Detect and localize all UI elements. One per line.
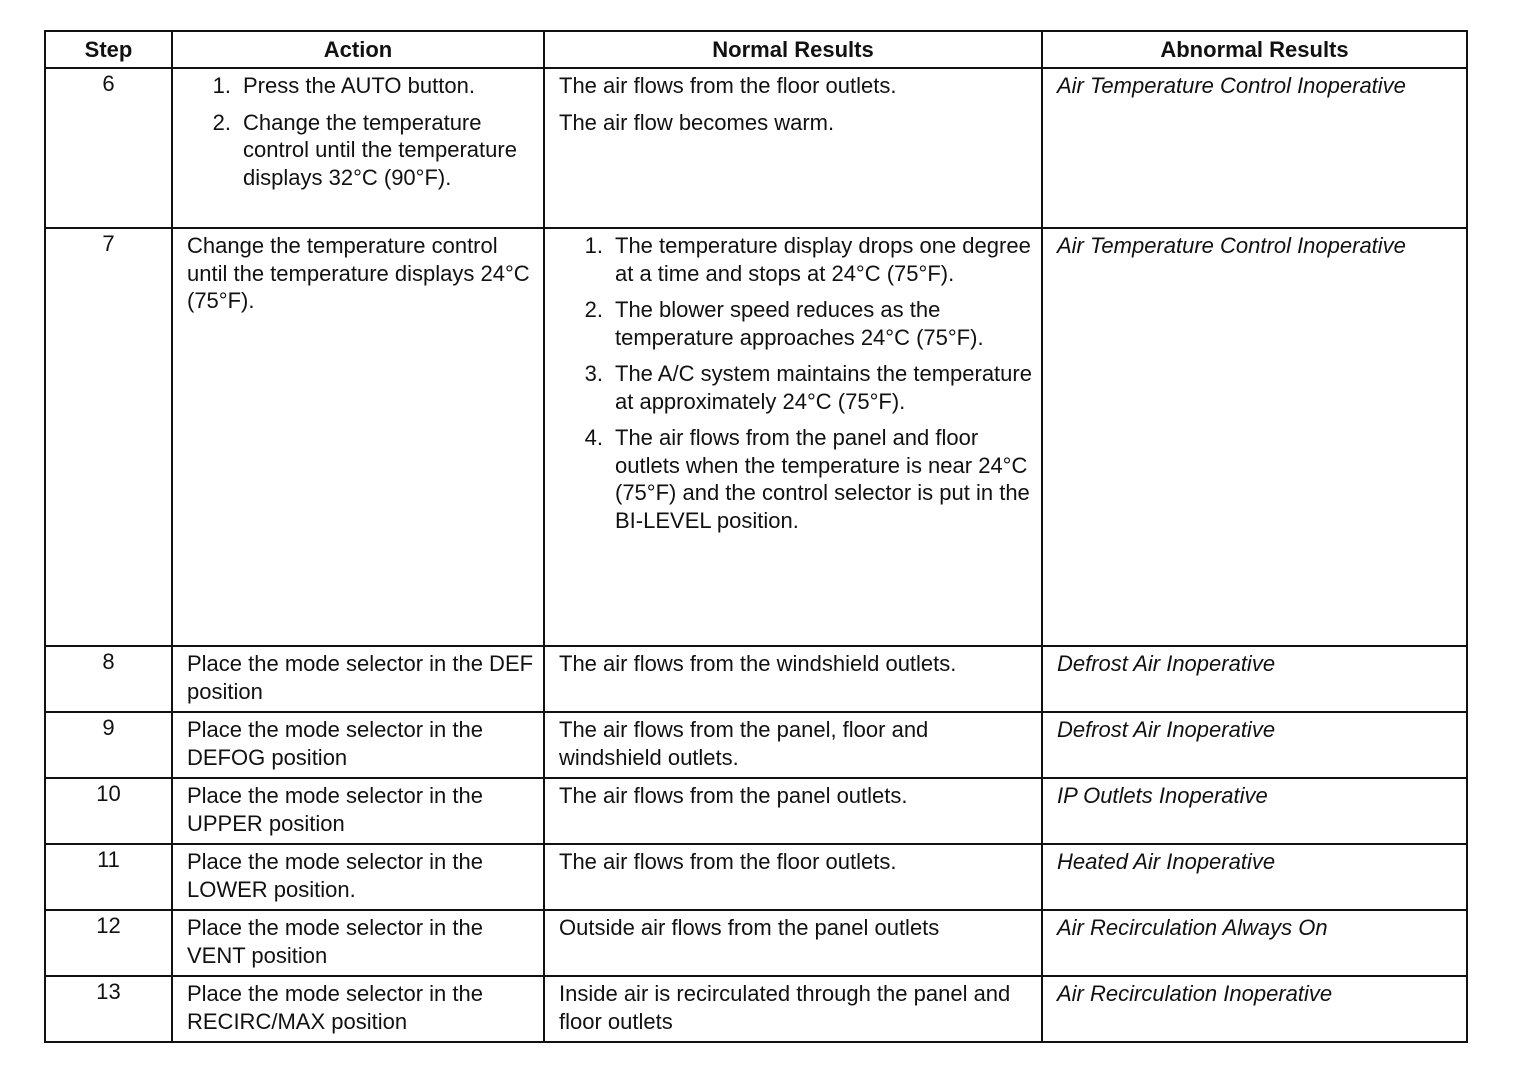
action-text: Change the temperature control until the temperature displays 32°C (90°F). [243,109,517,190]
action-text: Place the mode selector in the DEFOG position [187,717,483,770]
action-cell [172,228,544,646]
normal-result-text: The temperature display drops one degree at a time and stops at 24°C (75°F). [615,233,1031,286]
step-number: 11 [45,844,172,910]
table-row [45,910,1467,976]
normal-results-cell [544,844,1042,910]
abnormal-results-cell: Heated Air Inoperative [1042,844,1467,910]
action-cell [172,844,544,910]
item-number: 4. [584,425,603,450]
table-row [45,844,1467,910]
normal-result-text: The A/C system maintains the temperature at approximately 24°C (75°F). [615,361,1032,414]
action-text: Place the mode selector in the UPPER position [187,783,483,836]
normal-result-text: Inside air is recirculated through the panel and floor outlets [559,981,1011,1034]
normal-result-item-list [559,232,1033,534]
table-row [45,646,1467,712]
table-row [45,976,1467,1042]
normal-result-text: The blower speed reduces as the temperature approaches 24°C (75°F). [615,297,984,350]
action-text: Place the mode selector in the RECIRC/MAX position [187,981,483,1034]
normal-result-text: The air flows from the panel and floor outlets when the temperature is near 24°C (75°F) and the control selector is put in the BI-LEVEL position. [615,425,1030,533]
action-cell [172,68,544,228]
header-row [45,31,1467,68]
table-row [45,778,1467,844]
abnormal-results-cell: Air Temperature Control Inoperative [1042,68,1467,228]
action-text: Press the AUTO button. [243,73,475,98]
normal-results-cell [544,778,1042,844]
action-text: Change the temperature control until the temperature displays 24°C (75°F). [187,233,530,313]
table-row [45,712,1467,778]
normal-result-text: The air flows from the windshield outlets. [559,651,957,676]
table-row [45,68,1467,228]
abnormal-results-cell: Air Recirculation Inoperative [1042,976,1467,1042]
normal-results-cell [544,68,1042,228]
action-item-list [187,72,535,191]
normal-results-cell [544,910,1042,976]
action-cell [172,910,544,976]
header-step: Step [45,31,172,68]
normal-results-cell [544,646,1042,712]
normal-result-text: The air flows from the panel, floor and windshield outlets. [559,717,929,770]
normal-result-item [559,296,1033,351]
header-normal-results: Normal Results [544,31,1042,68]
header-action: Action [172,31,544,68]
action-text: Place the mode selector in the VENT position [187,915,483,968]
normal-result-text: Outside air flows from the panel outlets [559,915,940,940]
abnormal-results-cell: Air Temperature Control Inoperative [1042,228,1467,646]
step-number: 7 [45,228,172,646]
step-number: 6 [45,68,172,228]
item-number: 1. [212,73,231,98]
normal-result-text: The air flow becomes warm. [559,109,835,135]
header-abnormal-results: Abnormal Results [1042,31,1467,68]
normal-results-cell [544,712,1042,778]
step-number: 9 [45,712,172,778]
table-body [45,68,1467,1042]
item-number: 3. [584,361,603,386]
item-number: 2. [212,109,231,135]
abnormal-results-cell: IP Outlets Inoperative [1042,778,1467,844]
abnormal-results-cell: Air Recirculation Always On [1042,910,1467,976]
normal-result-item [559,424,1033,534]
normal-result-text: The air flows from the panel outlets. [559,783,908,808]
normal-result-text: The air flows from the floor outlets. [559,849,897,874]
table-row [45,228,1467,646]
action-cell [172,712,544,778]
action-cell [172,976,544,1042]
diagnostic-table [44,30,1468,1043]
normal-result-item [559,360,1033,415]
action-item [187,109,535,192]
action-cell [172,646,544,712]
item-number: 2. [584,297,603,322]
step-number: 10 [45,778,172,844]
step-number: 8 [45,646,172,712]
action-text: Place the mode selector in the DEF position [187,651,534,704]
normal-results-cell [544,228,1042,646]
step-number: 12 [45,910,172,976]
action-text: Place the mode selector in the LOWER position. [187,849,483,902]
action-item [187,72,535,100]
abnormal-results-cell: Defrost Air Inoperative [1042,712,1467,778]
normal-results-cell [544,976,1042,1042]
step-number: 13 [45,976,172,1042]
action-cell [172,778,544,844]
abnormal-results-cell: Defrost Air Inoperative [1042,646,1467,712]
normal-result-item [559,232,1033,287]
item-number: 1. [584,233,603,258]
normal-result-text: The air flows from the floor outlets. [559,73,897,98]
